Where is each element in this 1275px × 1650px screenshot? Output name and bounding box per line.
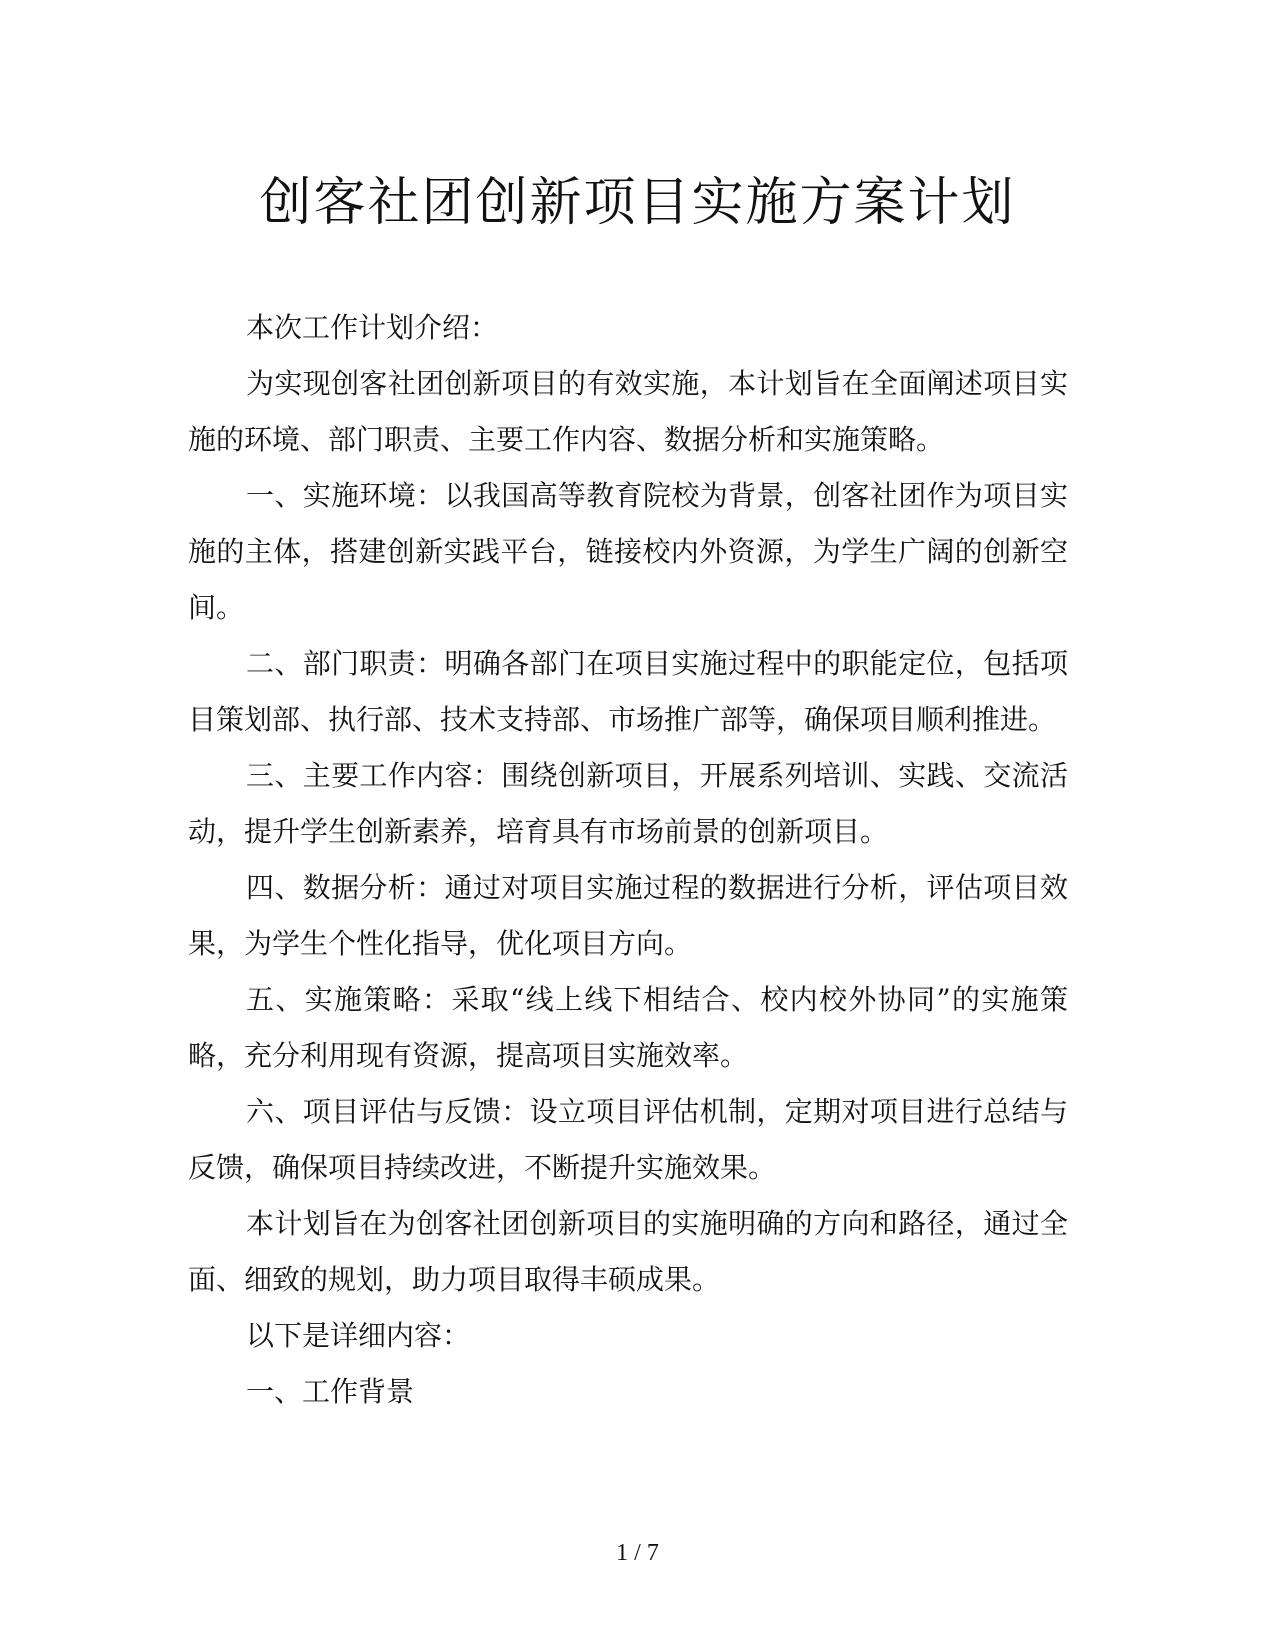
paragraph-purpose: 本计划旨在为创客社团创新项目的实施明确的方向和路径，通过全面、细致的规划，助力项目取得丰硕成果。	[188, 1207, 1068, 1296]
document-title: 创客社团创新项目实施方案计划	[259, 173, 1016, 233]
section-heading-background: 一、工作背景	[246, 1375, 415, 1408]
paragraph-main-work: 三、主要工作内容：围绕创新项目，开展系列培训、实践、交流活动，提升学生创新素养，培育具有市场前景的创新项目。	[188, 759, 1068, 848]
page-number: 1 / 7	[616, 1540, 659, 1566]
paragraph-data-analysis: 四、数据分析：通过对项目实施过程的数据进行分析，评估项目效果，为学生个性化指导，优化项目方向。	[188, 871, 1068, 960]
paragraph-strategy: 五、实施策略：采取“线上线下相结合、校内校外协同”的实施策略，充分利用现有资源，提高项目实施效率。	[188, 983, 1068, 1072]
paragraph-responsibilities: 二、部门职责：明确各部门在项目实施过程中的职能定位，包括项目策划部、执行部、技术支持部、市场推广部等，确保项目顺利推进。	[188, 647, 1068, 736]
paragraph-environment: 一、实施环境：以我国高等教育院校为背景，创客社团作为项目实施的主体，搭建创新实践平台，链接校内外资源，为学生广阔的创新空间。	[188, 479, 1068, 624]
paragraph-details-intro: 以下是详细内容：	[246, 1319, 471, 1352]
paragraph-evaluation: 六、项目评估与反馈：设立项目评估机制，定期对项目进行总结与反馈，确保项目持续改进，不断提升实施效果。	[188, 1095, 1068, 1184]
paragraph-intro: 为实现创客社团创新项目的有效实施，本计划旨在全面阐述项目实施的环境、部门职责、主要工作内容、数据分析和实施策略。	[188, 367, 1068, 456]
document-body	[188, 300, 1068, 1420]
paragraph-intro-heading: 本次工作计划介绍：	[246, 311, 499, 344]
